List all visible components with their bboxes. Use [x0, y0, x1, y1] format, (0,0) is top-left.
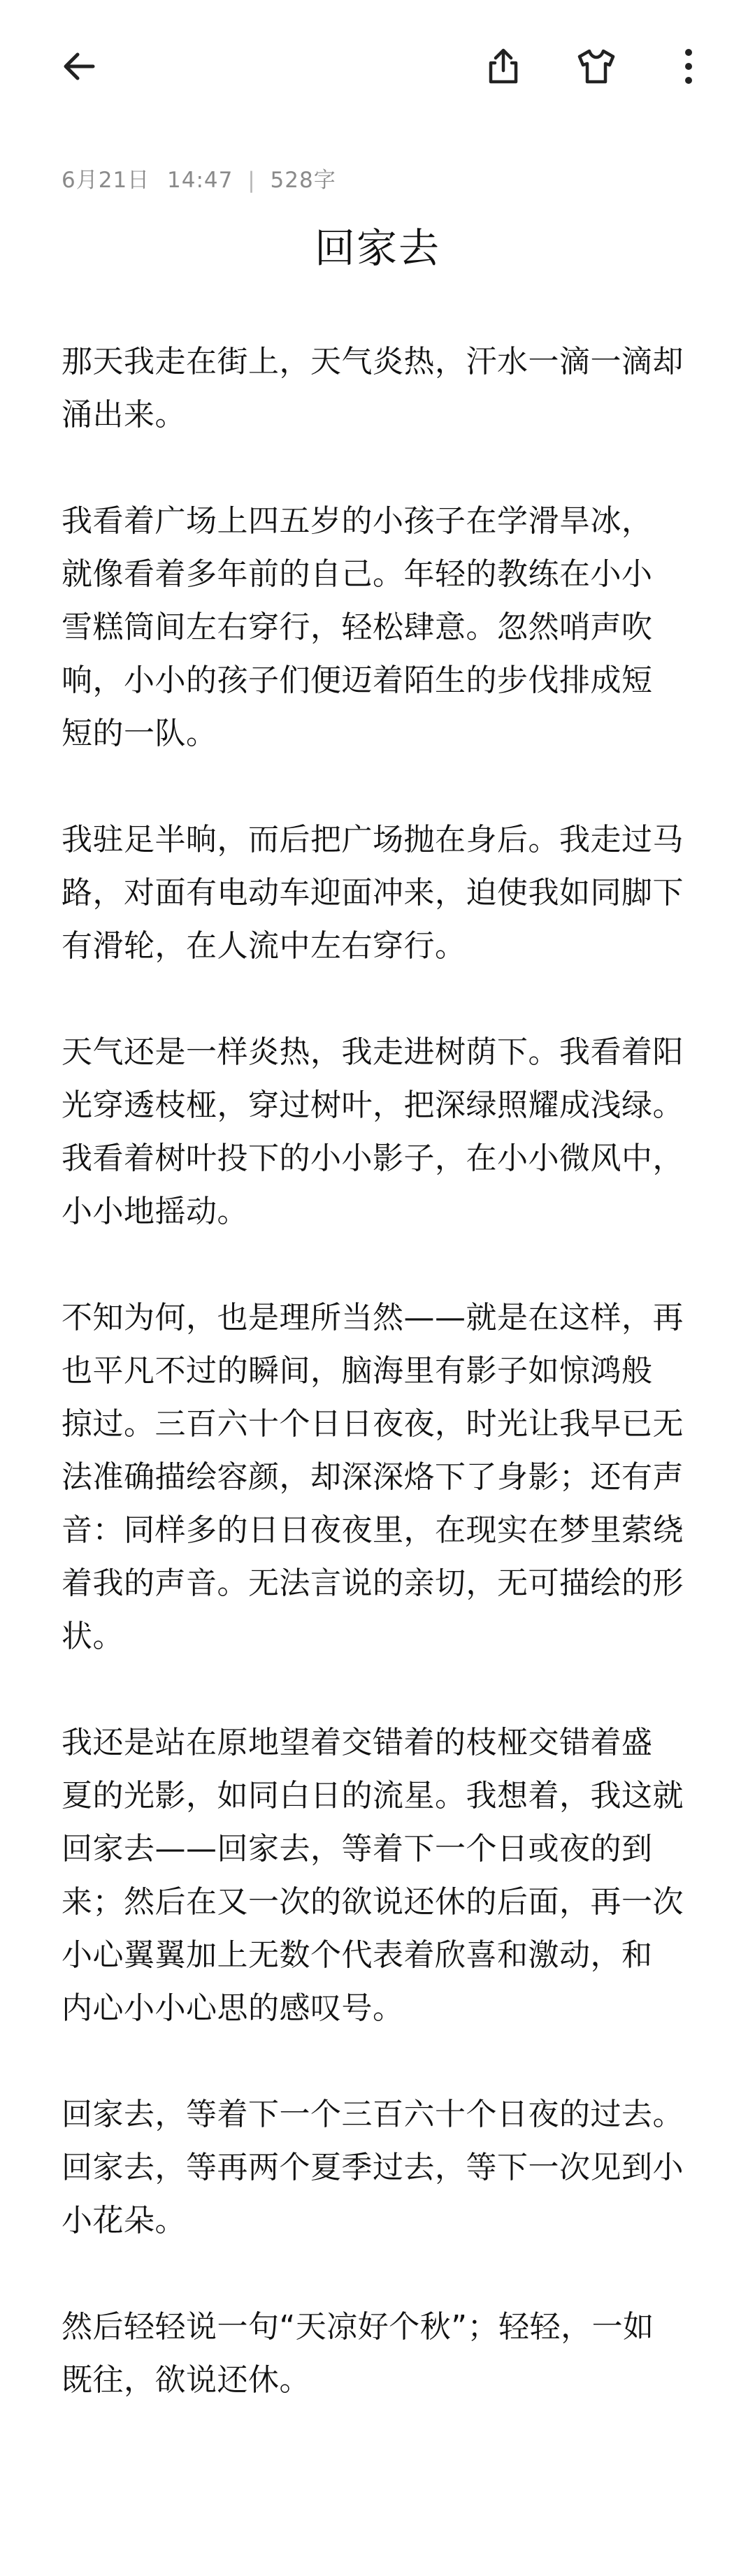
note-paragraph-4: 天气还是一样炎热，我走进树荫下。我看着阳 光穿透枝桠，穿过树叶，把深绿照耀成浅绿。 我看着树叶投下的小小影子，在小小微风中， 小小地摇动。 — [62, 1034, 684, 1229]
meta-separator: | — [247, 168, 256, 193]
note-date: 6月21日 — [62, 168, 150, 193]
note-paragraph-2: 我看着广场上四五岁的小孩子在学滑旱冰， 就像看着多年前的自己。年轻的教练在小小 雪糕筒间左右穿行，轻松肆意。忽然哨声吹 响，小小的孩子们便迈着陌生的步伐排成短 短的一队。 — [62, 503, 653, 751]
note-paragraph-1: 那天我走在街上，天气炎热，汗水一滴一滴却 涌出来。 — [62, 344, 684, 433]
top-toolbar — [0, 0, 755, 133]
note-time: 14:47 — [167, 168, 233, 193]
note-paragraph-5: 不知为何，也是理所当然——就是在这样，再 也平凡不过的瞬间，脑海里有影子如惊鸿般 掠过。三百六十个日日夜夜，时光让我早已无 法准确描绘容颜，却深深烙下了身影；还有声 音：同样多的日日夜夜里，在现实在梦里萦绕 着我的声音。无法言说的亲切，无可描绘的形 状。 — [62, 1300, 684, 1654]
note-title[interactable]: 回家去 — [314, 224, 440, 272]
note-body[interactable] — [62, 335, 706, 2460]
note-paragraph-3: 我驻足半晌，而后把广场抛在身后。我走过马 路，对面有电动车迎面冲来，迫使我如同脚下 有滑轮，在人流中左右穿行。 — [62, 822, 684, 964]
note-word-count: 528字 — [270, 168, 336, 193]
more-button[interactable] — [657, 35, 720, 98]
more-vertical-icon — [668, 45, 710, 87]
share-button[interactable] — [472, 35, 535, 98]
tshirt-icon — [574, 45, 619, 87]
back-button[interactable] — [48, 35, 110, 98]
note-meta — [62, 162, 336, 194]
theme-button[interactable] — [565, 35, 628, 98]
note-paragraph-7: 回家去，等着下一个三百六十个日夜的过去。 回家去，等再两个夏季过去，等下一次见到小 小花朵。 — [62, 2097, 684, 2238]
note-paragraph-8: 然后轻轻说一句“天凉好个秋”；轻轻，一如 既往，欲说还休。 — [62, 2309, 654, 2398]
note-paragraph-6: 我还是站在原地望着交错着的枝桠交错着盛 夏的光影，如同白日的流星。我想着，我这就 回家去——回家去，等着下一个日或夜的到 来；然后在又一次的欲说还休的后面，再一次 小心翼翼加上无数个代表着欣喜和激动，和 内心小小心思的感叹号。 — [62, 1725, 684, 2026]
share-icon — [482, 45, 524, 87]
arrow-left-icon — [58, 45, 100, 87]
